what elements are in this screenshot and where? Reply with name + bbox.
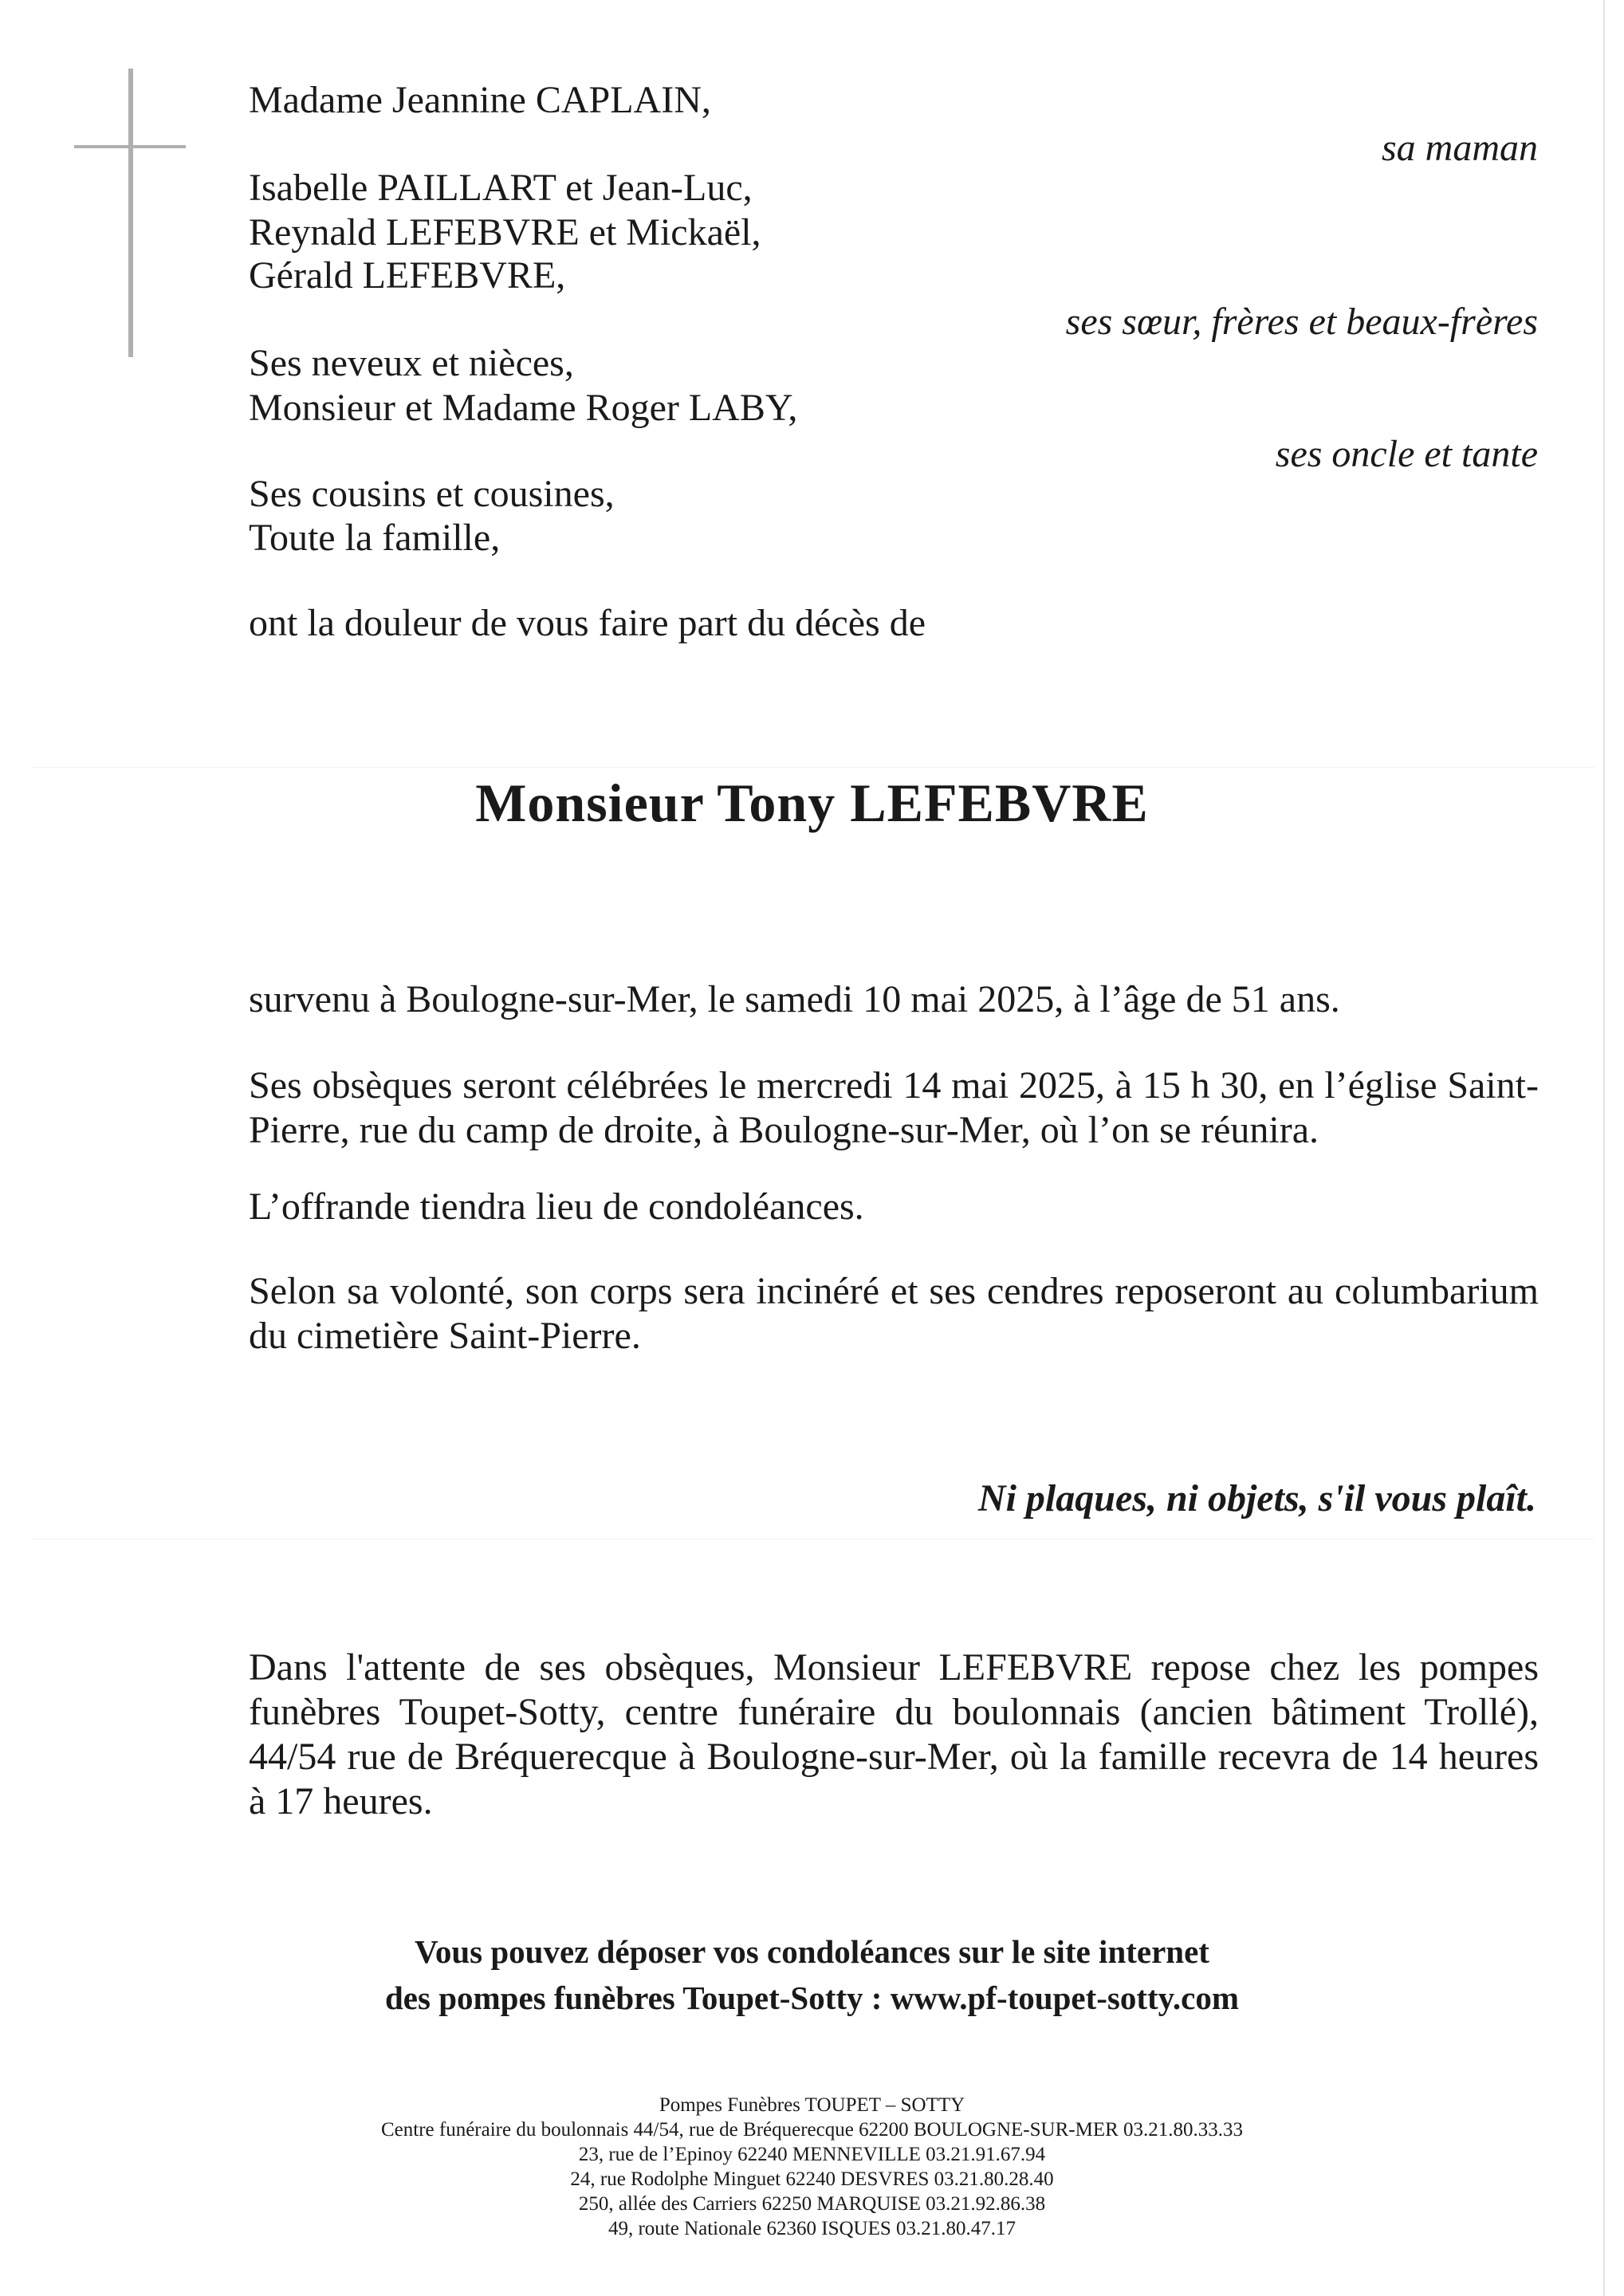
footer-address: 49, route Nationale 62360 ISQUES 03.21.80.47.17 bbox=[608, 2218, 1016, 2239]
condolences-line: des pompes funèbres Toupet-Sotty : www.pf-toupet-sotty.com bbox=[385, 1980, 1239, 2016]
footer-company: Pompes Funèbres TOUPET – SOTTY bbox=[659, 2094, 965, 2116]
cremation-info: Selon sa volonté, son corps sera incinéré et ses cendres reposeront au columbarium du cimetière Saint-Pierre. bbox=[249, 1270, 1539, 1357]
family-sibling: Gérald LEFEBVRE, bbox=[249, 254, 566, 297]
family-uncle-aunt: Monsieur et Madame Roger LABY, bbox=[249, 387, 798, 429]
family-cousins: Ses cousins et cousines, bbox=[249, 473, 615, 515]
family-nephews: Ses neveux et nièces, bbox=[249, 342, 574, 384]
condolences-line: Vous pouvez déposer vos condoléances sur le site internet bbox=[415, 1933, 1209, 1970]
footer-address: 250, allée des Carriers 62250 MARQUISE 03.21.92.86.38 bbox=[578, 2193, 1046, 2215]
family-mother: Madame Jeannine CAPLAIN, bbox=[249, 79, 711, 121]
family-sibling: Isabelle PAILLART et Jean-Luc, bbox=[249, 167, 753, 209]
family-sibling: Reynald LEFEBVRE et Mickaël, bbox=[249, 211, 761, 254]
deceased-name: Monsieur Tony LEFEBVRE bbox=[475, 773, 1149, 833]
offering-info: L’offrande tiendra lieu de condoléances. bbox=[249, 1185, 864, 1228]
relation-mother: sa maman bbox=[1381, 127, 1538, 169]
relation-uncle-aunt: ses oncle et tante bbox=[1275, 433, 1538, 475]
death-info: survenu à Boulogne-sur-Mer, le samedi 10 mai 2025, à l’âge de 51 ans. bbox=[249, 978, 1340, 1020]
footer-address: Centre funéraire du boulonnais 44/54, rue de Bréquerecque 62200 BOULOGNE-SUR-MER 03.21.80.33.33 bbox=[380, 2119, 1244, 2141]
announcement: ont la douleur de vous faire part du décès de bbox=[249, 602, 926, 644]
funeral-info: Ses obsèques seront célébrées le mercredi 14 mai 2025, à 15 h 30, en l’église Saint-Pierre, rue du camp de droite, à Boulogne-sur-Mer, où l’on se réunira. bbox=[249, 1064, 1539, 1151]
no-plaques-note: Ni plaques, ni objets, s'il vous plaît. bbox=[977, 1477, 1536, 1520]
divider bbox=[32, 767, 1595, 768]
footer-address: 23, rue de l’Epinoy 62240 MENNEVILLE 03.21.91.67.94 bbox=[578, 2144, 1046, 2165]
footer-address: 24, rue Rodolphe Minguet 62240 DESVRES 03.21.80.28.40 bbox=[570, 2168, 1054, 2190]
relation-siblings: ses sœur, frères et beaux-frères bbox=[1065, 301, 1538, 343]
visitation-info: Dans l'attente de ses obsèques, Monsieur LEFEBVRE repose chez les pompes funèbres Toupet-Sotty, centre funéraire du boulonnais (ancien bâtiment Trollé), 44/54 rue de Bréquerecque à Boulogne-sur-Mer, où la famille recevra de 14 heures à 17 heures. bbox=[249, 1646, 1539, 1822]
family-all: Toute la famille, bbox=[249, 517, 501, 559]
